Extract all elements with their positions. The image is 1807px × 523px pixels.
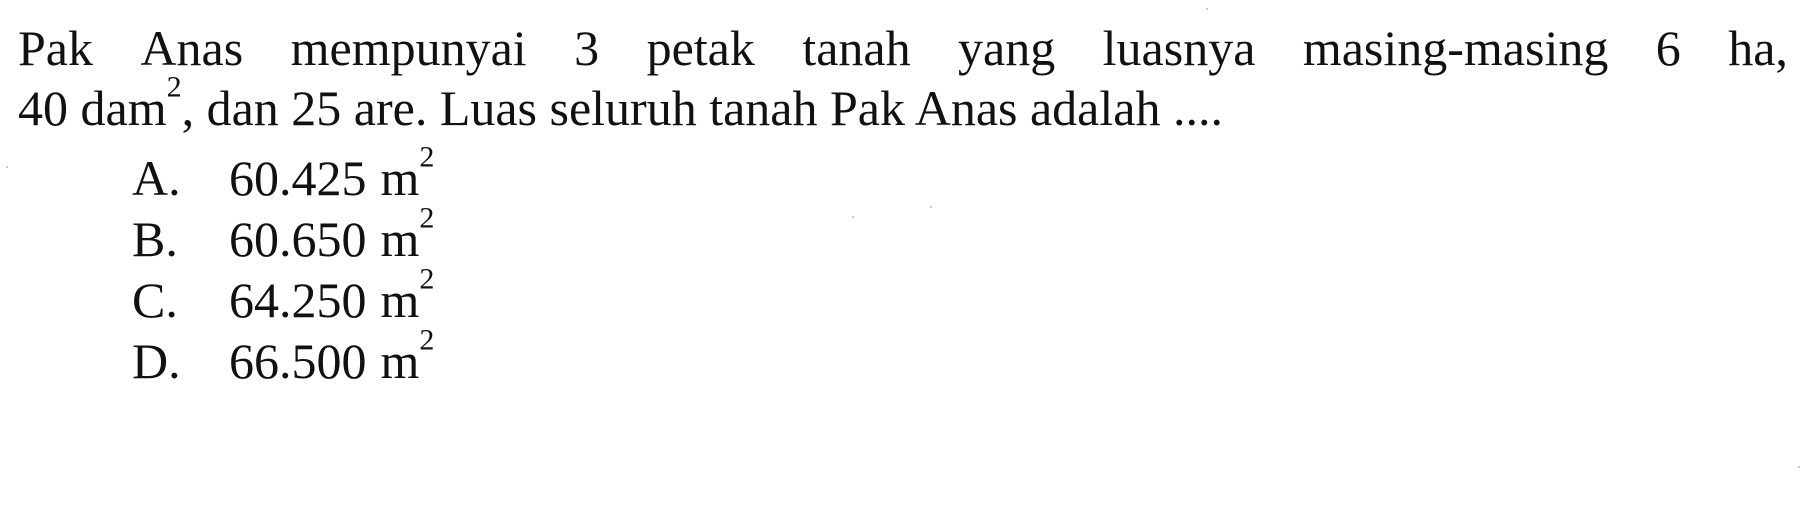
question-word: 6 [1655, 20, 1681, 76]
option-a[interactable] [132, 140, 435, 209]
question-word: luasnya [1102, 20, 1256, 76]
option-d[interactable] [132, 323, 435, 392]
question-word: mempunyai [290, 20, 527, 76]
question-word: yang [958, 20, 1056, 76]
question-word: petak [646, 20, 755, 76]
option-value: 60.650 [229, 211, 367, 267]
question-word: 3 [574, 20, 600, 76]
option-unit [380, 262, 435, 331]
question-word: tanah [802, 20, 911, 76]
question-unit: dam [80, 80, 167, 136]
question-word: Anas [140, 20, 244, 76]
scan-speck [930, 206, 932, 208]
option-unit [380, 140, 435, 209]
question-word: ha, [1728, 20, 1788, 76]
option-unit [380, 201, 435, 270]
question-word: masing-masing [1302, 20, 1609, 76]
option-value: 66.500 [229, 333, 367, 389]
unit-exponent: 2 [419, 262, 435, 296]
question-text [18, 18, 1788, 138]
unit-symbol: m [380, 333, 420, 389]
scan-speck [1206, 8, 1208, 10]
option-letter: C. [132, 272, 178, 328]
unit-symbol: m [380, 150, 420, 206]
question-number: 40 [18, 80, 68, 136]
scan-speck [852, 216, 854, 218]
question-word: Pak [18, 20, 93, 76]
answer-options [132, 140, 435, 392]
option-value: 60.425 [229, 150, 367, 206]
question-rest: , dan 25 are. Luas seluruh tanah Pak Anas adalah .... [181, 80, 1223, 136]
scan-speck [6, 166, 8, 168]
question-line-1 [18, 18, 1788, 78]
question-exponent: 2 [166, 70, 182, 104]
option-letter: A. [132, 150, 181, 206]
unit-exponent: 2 [419, 201, 435, 235]
option-letter: B. [132, 211, 178, 267]
scan-speck [1798, 466, 1800, 468]
option-c[interactable] [132, 262, 435, 331]
question-line-2 [18, 70, 1788, 138]
option-b[interactable] [132, 201, 435, 270]
option-unit [380, 323, 435, 392]
unit-exponent: 2 [419, 140, 435, 174]
option-letter: D. [132, 333, 181, 389]
option-value: 64.250 [229, 272, 367, 328]
unit-symbol: m [380, 211, 420, 267]
unit-exponent: 2 [419, 323, 435, 357]
unit-symbol: m [380, 272, 420, 328]
